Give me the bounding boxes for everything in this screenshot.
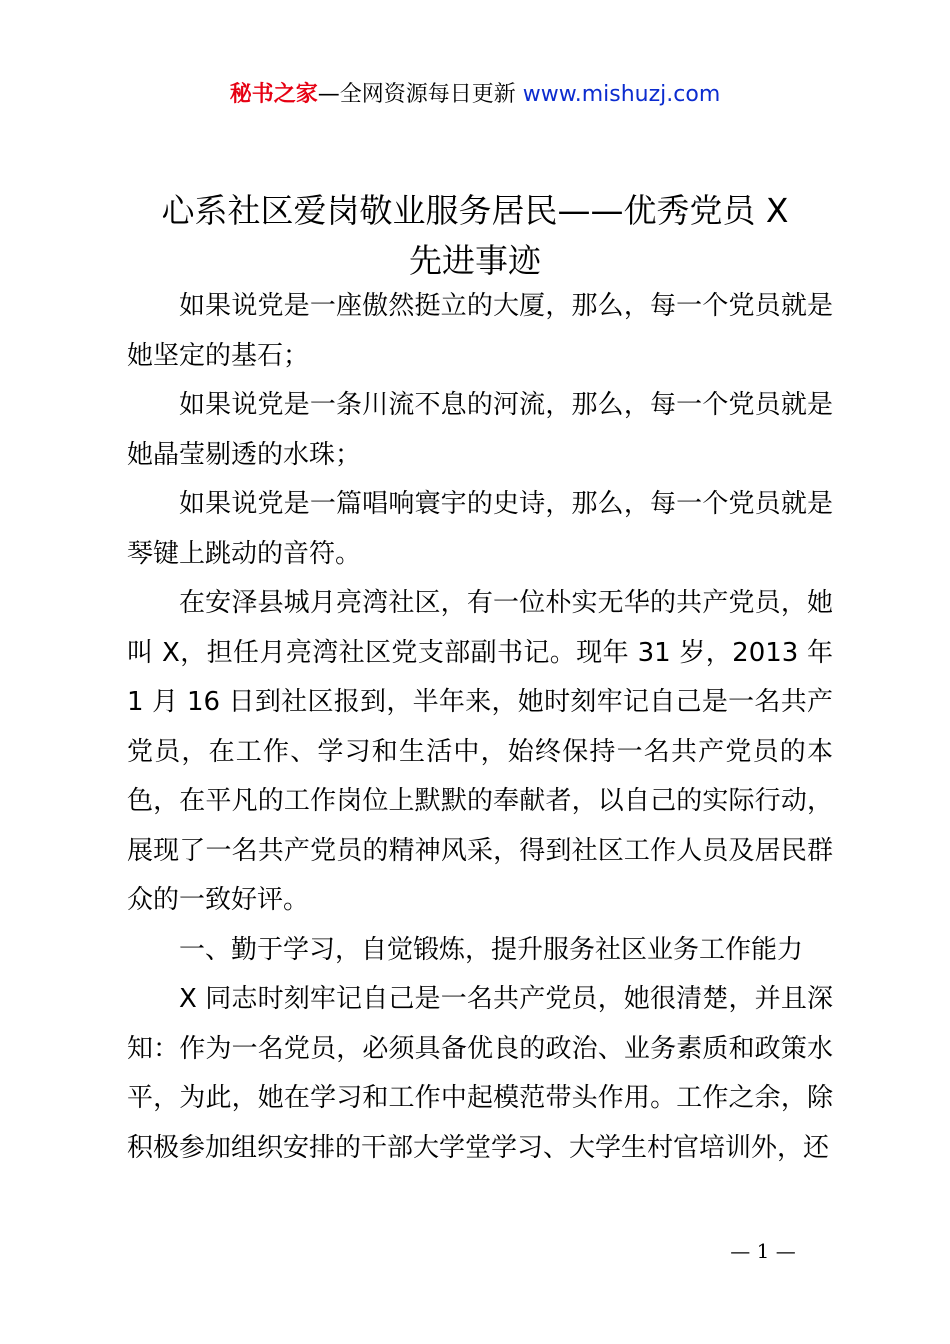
paragraph: 在安泽县城月亮湾社区，有一位朴实无华的共产党员，她叫 X，担任月亮湾社区党支部副书记。现年 31 岁，2013 年 1 月 16 日到社区报到，半年来，她时刻牢记自己是一名共产党员，在工作、学习和生活中，始终保持一名共产党员的本色，在平凡的工作岗位上默默的奉献者，以自己的实际行动，展现了一名共产党员的精神风采，得到社区工作人员及居民群众的一致好评。 bbox=[127, 588, 833, 915]
document-body bbox=[127, 282, 833, 1173]
page-number: — 1 — bbox=[730, 1239, 796, 1263]
paragraph: X 同志时刻牢记自己是一名共产党员，她很清楚，并且深知：作为一名党员，必须具备优良的政治、业务素质和政策水平，为此，她在学习和工作中起模范带头作用。工作之余，除积极参加组织安排的干部大学堂学习、大学生村官培训外，还 bbox=[127, 984, 833, 1163]
document-title-line-1: 心系社区爱岗敬业服务居民——优秀党员 X bbox=[161, 191, 789, 230]
paragraph: 如果说党是一篇唱响寰宇的史诗，那么，每一个党员就是琴键上跳动的音符。 bbox=[127, 489, 833, 569]
paragraph: 如果说党是一条川流不息的河流，那么，每一个党员就是她晶莹剔透的水珠； bbox=[127, 390, 833, 470]
section-heading: 一、勤于学习，自觉锻炼，提升服务社区业务工作能力 bbox=[179, 934, 804, 965]
site-header bbox=[0, 80, 950, 110]
document-title bbox=[120, 186, 830, 286]
document-title-line-2: 先进事迹 bbox=[409, 241, 541, 280]
site-url-link[interactable]: www.mishuzj.com bbox=[522, 82, 721, 107]
site-brand: 秘书之家 bbox=[229, 82, 318, 107]
site-tagline: —全网资源每日更新 bbox=[317, 82, 516, 107]
paragraph: 如果说党是一座傲然挺立的大厦，那么，每一个党员就是她坚定的基石； bbox=[127, 291, 833, 371]
